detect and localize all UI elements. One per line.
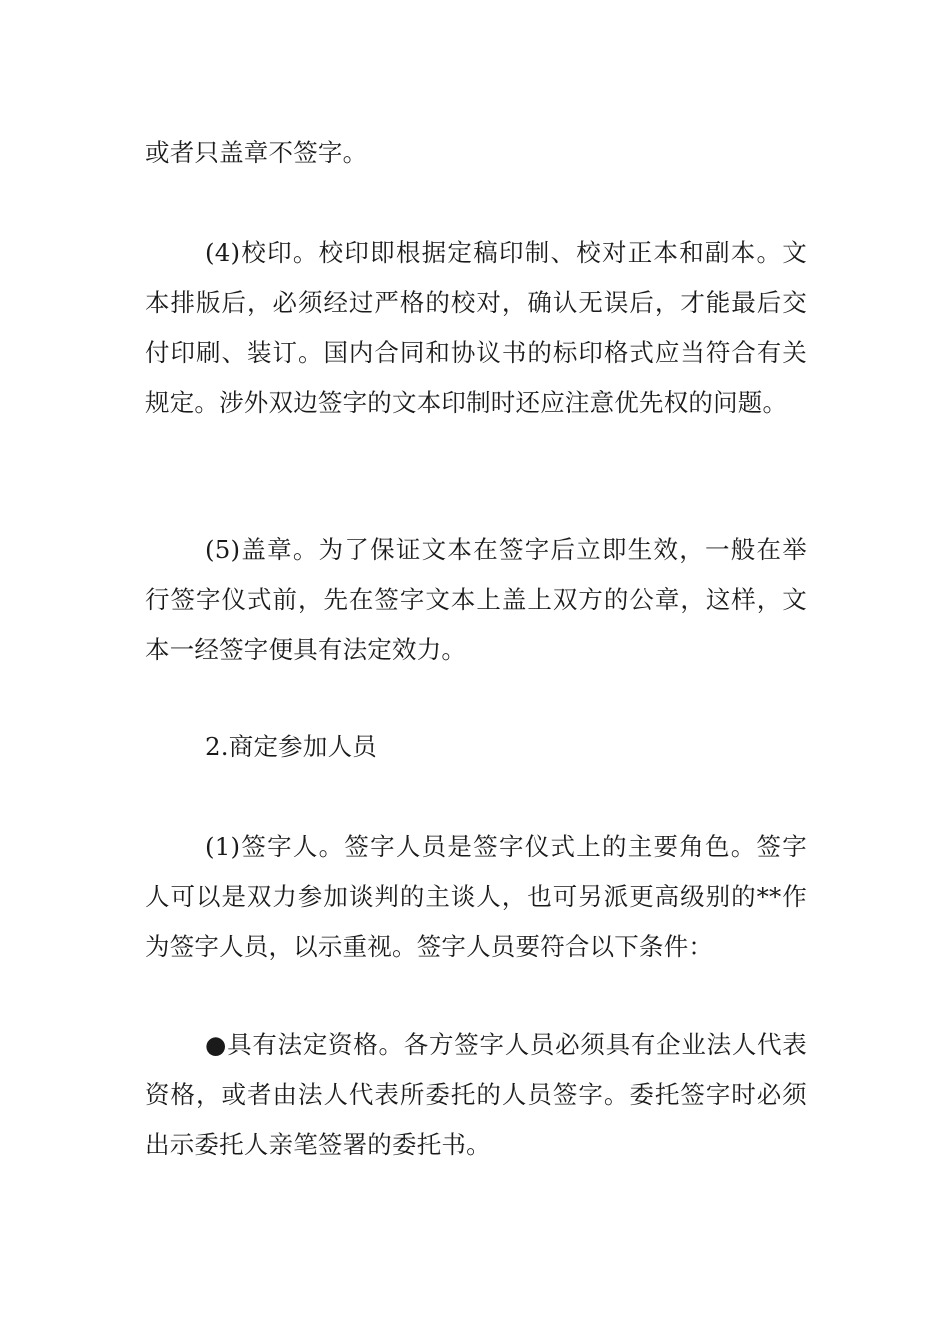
paragraph-continuation: 或者只盖章不签字。 bbox=[145, 138, 368, 167]
paragraph-sealing: (5)盖章。为了保证文本在签字后立即生效，一般在举行签字仪式前，先在签字文本上盖上双方的公章，这样，文本一经签字便具有法定效力。 bbox=[145, 535, 807, 664]
paragraph-proofreading: (4)校印。校印即根据定稿印制、校对正本和副本。文本排版后，必须经过严格的校对，确认无误后，才能最后交付印刷、装订。国内合同和协议书的标印格式应当符合有关规定。涉外双边签字的文本印制时还应注意优先权的问题。 bbox=[145, 238, 807, 417]
paragraph-signatory: (1)签字人。签字人员是签字仪式上的主要角色。签字人可以是双力参加谈判的主谈人，也可另派更高级别的**作为签字人员，以示重视。签字人员要符合以下条件： bbox=[145, 832, 807, 961]
bullet-legal-qualification: ●具有法定资格。各方签字人员必须具有企业法人代表资格，或者由法人代表所委托的人员签字。委托签字时必须出示委托人亲笔签署的委托书。 bbox=[145, 1030, 807, 1159]
section-heading-participants: 2.商定参加人员 bbox=[205, 732, 377, 761]
